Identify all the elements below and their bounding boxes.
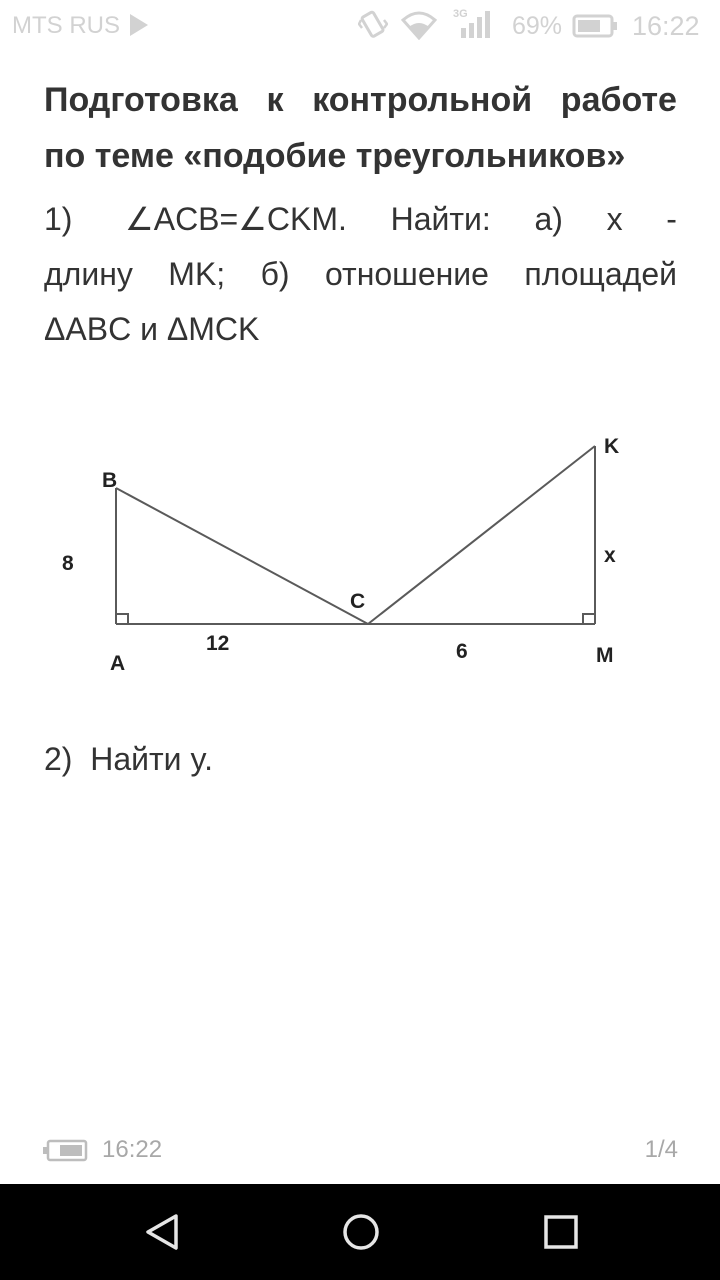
vibrate-icon [358, 8, 388, 49]
task-word: а) [534, 201, 563, 237]
status-bar [0, 0, 720, 52]
task-word: ∠ACB=∠CKM. [116, 201, 347, 237]
segment-BC [116, 488, 368, 624]
label-M: M [596, 644, 614, 667]
title-line-2: по теме «подобие треугольников» [44, 137, 626, 175]
title-word: к [266, 81, 284, 119]
label-C: C [350, 590, 366, 613]
right-angle-A [116, 614, 128, 624]
label-K: K [604, 435, 620, 458]
page-indicator: 1/4 [644, 1136, 678, 1163]
task-word: отношение [324, 256, 489, 292]
title-word: Подготовка [44, 81, 238, 119]
footer-time: 16:22 [102, 1136, 163, 1163]
footer-battery-icon [42, 1138, 88, 1167]
wifi-icon [401, 10, 437, 47]
task-word: длину [44, 256, 133, 292]
task-word: б) [260, 256, 290, 292]
task-word: Найти: [390, 201, 491, 237]
label-A: A [110, 652, 126, 675]
label-side-AC: 12 [206, 632, 230, 655]
task1-line-1 [44, 192, 677, 247]
title-line-1 [44, 72, 677, 128]
label-side-CM: 6 [456, 640, 468, 663]
label-side-MK: x [604, 544, 616, 567]
task-word: - [666, 201, 677, 237]
task-word: площадей [524, 256, 677, 292]
task-word: 1) [44, 201, 73, 237]
label-B: B [102, 469, 118, 492]
task1-line-2 [44, 247, 677, 302]
signal-icon [453, 6, 493, 47]
battery-icon [572, 14, 618, 45]
title-word: контрольной [312, 81, 533, 119]
label-side-AB: 8 [62, 552, 74, 575]
segment-CK [368, 446, 595, 624]
task-1 [44, 192, 677, 357]
recents-icon[interactable] [541, 1212, 581, 1257]
task1-line-3: ΔABC и ΔMCK [44, 311, 260, 347]
carrier-name: MTS RUS [12, 12, 120, 39]
battery-percent: 69% [512, 12, 563, 40]
task-2: 2) Найти y. [44, 741, 213, 777]
task-word: x [606, 201, 623, 237]
navigation-bar [0, 1184, 720, 1280]
status-clock: 16:22 [632, 11, 700, 41]
title-word: работе [560, 81, 677, 119]
play-icon [128, 13, 150, 44]
back-icon[interactable] [142, 1212, 182, 1257]
task-word: MK; [168, 256, 226, 292]
geometry-figure [40, 410, 660, 700]
document-title [44, 72, 677, 184]
network-type: 3G [453, 8, 468, 20]
right-angle-M [583, 614, 595, 624]
home-icon[interactable] [341, 1212, 381, 1257]
